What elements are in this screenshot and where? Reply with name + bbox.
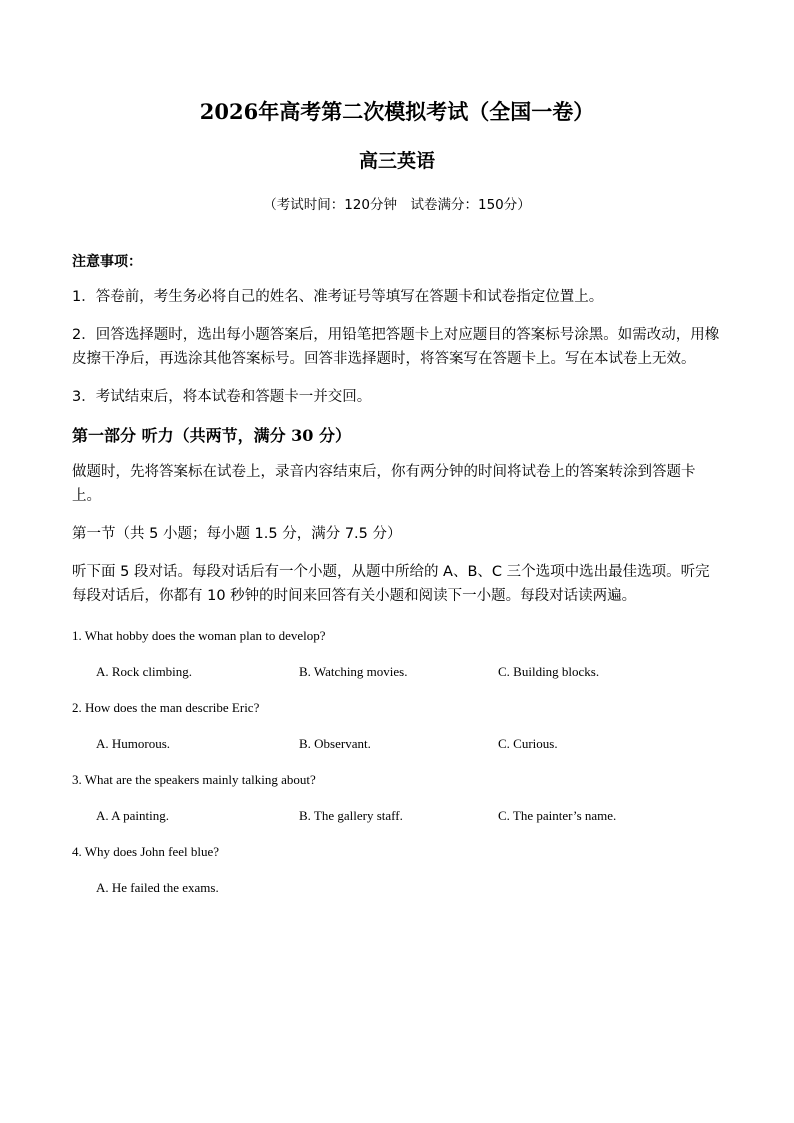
question-4-option-a: A. He failed the exams. bbox=[96, 880, 219, 895]
question-2-option-b: B. Observant. bbox=[299, 736, 371, 751]
exam-info: （考试时间：120分钟 试卷满分：150分） bbox=[263, 197, 531, 213]
question-2-option-c: C. Curious. bbox=[498, 736, 558, 751]
question-3-option-b: B. The gallery staff. bbox=[299, 808, 403, 823]
question-3-options bbox=[96, 808, 722, 824]
notice-heading: 注意事项： bbox=[72, 254, 142, 270]
question-2-stem: 2. How does the man describe Eric? bbox=[72, 700, 260, 715]
question-3-option-a: A. A painting. bbox=[96, 808, 169, 823]
question-4-options bbox=[96, 880, 722, 896]
question-1-option-b: B. Watching movies. bbox=[299, 664, 408, 679]
section1-title: 第一节（共 5 小题；每小题 1.5 分，满分 7.5 分） bbox=[72, 526, 402, 542]
question-1-stem: 1. What hobby does the woman plan to develop? bbox=[72, 628, 326, 643]
exam-title: 2026年高考第二次模拟考试（全国一卷） bbox=[199, 99, 595, 124]
question-1-option-a: A. Rock climbing. bbox=[96, 664, 193, 679]
question-4-stem: 4. Why does John feel blue? bbox=[72, 844, 220, 859]
notice-item-1: 1．答卷前，考生务必将自己的姓名、准考证号等填写在答题卡和试卷指定位置上。 bbox=[72, 289, 604, 305]
question-1-option-c: C. Building blocks. bbox=[498, 664, 600, 679]
section1-instruction: 听下面 5 段对话。每段对话后有一个小题，从题中所给的 A、B、C 三个选项中选出最佳选项。听完每段对话后，你都有 10 秒钟的时间来回答有关小题和阅读下一小题。每段对话读两遍。 bbox=[72, 564, 710, 604]
question-3-option-c: C. The painter’s name. bbox=[498, 808, 617, 823]
question-2-option-a: A. Humorous. bbox=[96, 736, 171, 751]
part1-title: 第一部分 听力（共两节，满分 30 分） bbox=[72, 426, 351, 445]
notice-item-3: 3．考试结束后，将本试卷和答题卡一并交回。 bbox=[72, 389, 372, 405]
notice-item-2: 2．回答选择题时，选出每小题答案后，用铅笔把答题卡上对应题目的答案标号涂黑。如需改动，用橡皮擦干净后，再选涂其他答案标号。回答非选择题时，将答案写在答题卡上。写在本试卷上无效。 bbox=[72, 327, 720, 367]
question-2-options bbox=[96, 736, 722, 752]
question-1-options bbox=[96, 664, 722, 680]
question-3-stem: 3. What are the speakers mainly talking about? bbox=[72, 772, 316, 787]
part1-instruction: 做题时，先将答案标在试卷上，录音内容结束后，你有两分钟的时间将试卷上的答案转涂到答题卡上。 bbox=[72, 464, 696, 504]
exam-subject: 高三英语 bbox=[358, 150, 435, 172]
